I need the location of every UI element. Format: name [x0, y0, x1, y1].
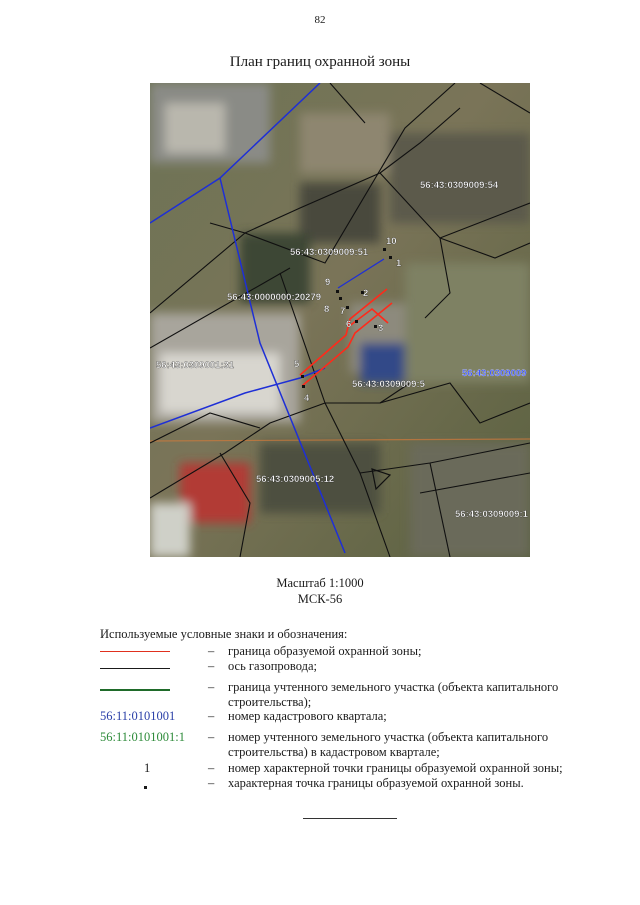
- point-number-sample: 1: [144, 761, 151, 775]
- scale-text: Масштаб 1:1000: [276, 576, 364, 590]
- legend-text: ось газопровода;: [228, 659, 318, 673]
- point-number: 9: [325, 277, 331, 288]
- legend-dash: –: [208, 680, 215, 694]
- green-line-icon: [100, 689, 170, 691]
- parcel-label: 56:43:0309009:51: [290, 247, 369, 258]
- legend-text: характерная точка границы образуемой охранной зоны.: [228, 776, 524, 790]
- legend-dash: –: [208, 730, 215, 744]
- red-line-icon: [100, 651, 170, 652]
- point-number: 3: [378, 323, 384, 334]
- parcel-label: 56:43:0309005:12: [256, 474, 335, 485]
- parcel-label: 56:43:0309001:31: [156, 360, 235, 371]
- page-number: 82: [314, 14, 326, 26]
- parcel-label: 56:43:0000000:20279: [227, 292, 322, 303]
- legend-text: граница учтенного земельного участка (объекта капитального строительства);: [228, 680, 559, 709]
- footer-rule: [303, 818, 397, 819]
- legend-text: граница образуемой охранной зоны;: [228, 644, 422, 658]
- legend-text: номер характерной точки границы образуемой охранной зоны;: [228, 761, 563, 775]
- point-number: 8: [324, 304, 330, 315]
- legend-dash: –: [208, 709, 215, 723]
- legend-dash: –: [208, 659, 215, 673]
- legend-dash: –: [208, 776, 215, 790]
- point-number: 4: [304, 393, 310, 404]
- quarter-label: 56:43:0309009: [462, 368, 527, 379]
- cadastral-map: [150, 83, 530, 557]
- point-number: 1: [396, 258, 402, 269]
- point-number: 10: [386, 236, 397, 247]
- coordinate-system: МСК-56: [297, 592, 343, 606]
- cadastral-quarter-sample: 56:11:0101001: [100, 709, 176, 723]
- legend-dash: –: [208, 644, 215, 658]
- parcel-label: 56:43:0309009:5: [352, 379, 425, 390]
- legend-text: номер кадастрового квартала;: [228, 709, 387, 723]
- legend-heading: Используемые условные знаки и обозначения:: [100, 627, 348, 641]
- land-parcel-number-sample: 56:11:0101001:1: [100, 730, 185, 744]
- legend-dash: –: [208, 761, 215, 775]
- point-dot-icon: [144, 786, 147, 789]
- parcel-label: 56:43:0309009:1: [455, 509, 528, 520]
- map-svg: [150, 83, 530, 557]
- black-line-icon: [100, 668, 170, 669]
- scale-block: [0, 575, 640, 607]
- legend-text: номер учтенного земельного участка (объекта капитального строительства) в кадастровом квартале;: [228, 730, 549, 759]
- point-number: 5: [294, 359, 300, 370]
- point-number: 2: [363, 288, 369, 299]
- parcel-label: 56:43:0309009:54: [420, 180, 499, 191]
- point-number: 7: [340, 306, 346, 317]
- page-title: План границ охранной зоны: [229, 54, 411, 70]
- point-number: 6: [346, 319, 352, 330]
